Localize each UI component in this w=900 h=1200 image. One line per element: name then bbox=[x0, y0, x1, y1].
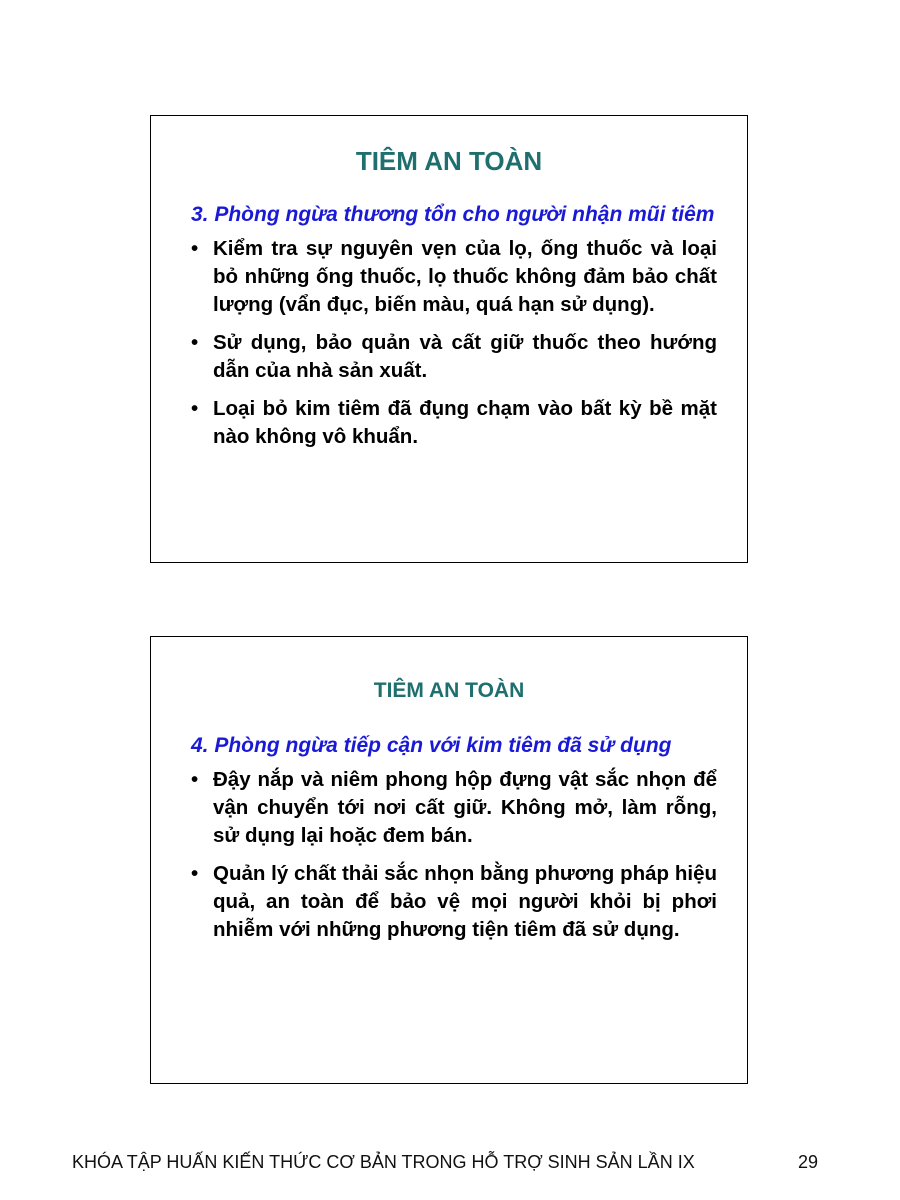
bullet-item: • Loại bỏ kim tiêm đã đụng chạm vào bất kỳ bề mặt nào không vô khuẩn. bbox=[191, 395, 717, 451]
section-heading: 4. Phòng ngừa tiếp cận với kim tiêm đã sử dụng bbox=[191, 734, 672, 757]
slide-title: TIÊM AN TOÀN bbox=[373, 679, 525, 702]
footer-course-title: KHÓA TẬP HUẤN KIẾN THỨC CƠ BẢN TRONG HỖ TRỢ SINH SẢN LẦN IX bbox=[72, 1152, 695, 1172]
page-number: 29 bbox=[797, 1152, 818, 1172]
bullet-item: • Kiểm tra sự nguyên vẹn của lọ, ống thuốc và loại bỏ những ống thuốc, lọ thuốc không đảm bảo chất lượng (vẩn đục, biến màu, quá hạn sử dụng). bbox=[191, 235, 717, 319]
page-footer bbox=[72, 1152, 832, 1178]
bullet-list bbox=[191, 766, 717, 944]
slide-title: TIÊM AN TOÀN bbox=[355, 146, 543, 176]
bullet-item: • Đậy nắp và niêm phong hộp đựng vật sắc nhọn để vận chuyển tới nơi cất giữ. Không mở, làm rỗng, sử dụng lại hoặc đem bán. bbox=[191, 766, 717, 850]
bullet-list bbox=[191, 235, 717, 451]
slide-1 bbox=[150, 115, 748, 563]
slide-body bbox=[191, 201, 717, 461]
bullet-item: • Sử dụng, bảo quản và cất giữ thuốc theo hướng dẫn của nhà sản xuất. bbox=[191, 329, 717, 385]
section-heading: 3. Phòng ngừa thương tổn cho người nhận mũi tiêm bbox=[191, 203, 715, 226]
bullet-item: • Quản lý chất thải sắc nhọn bằng phương pháp hiệu quả, an toàn để bảo vệ mọi người khỏi bị phơi nhiễm với những phương tiện tiêm đã sử dụng. bbox=[191, 860, 717, 944]
slide-2 bbox=[150, 636, 748, 1084]
slide-body bbox=[191, 732, 717, 954]
